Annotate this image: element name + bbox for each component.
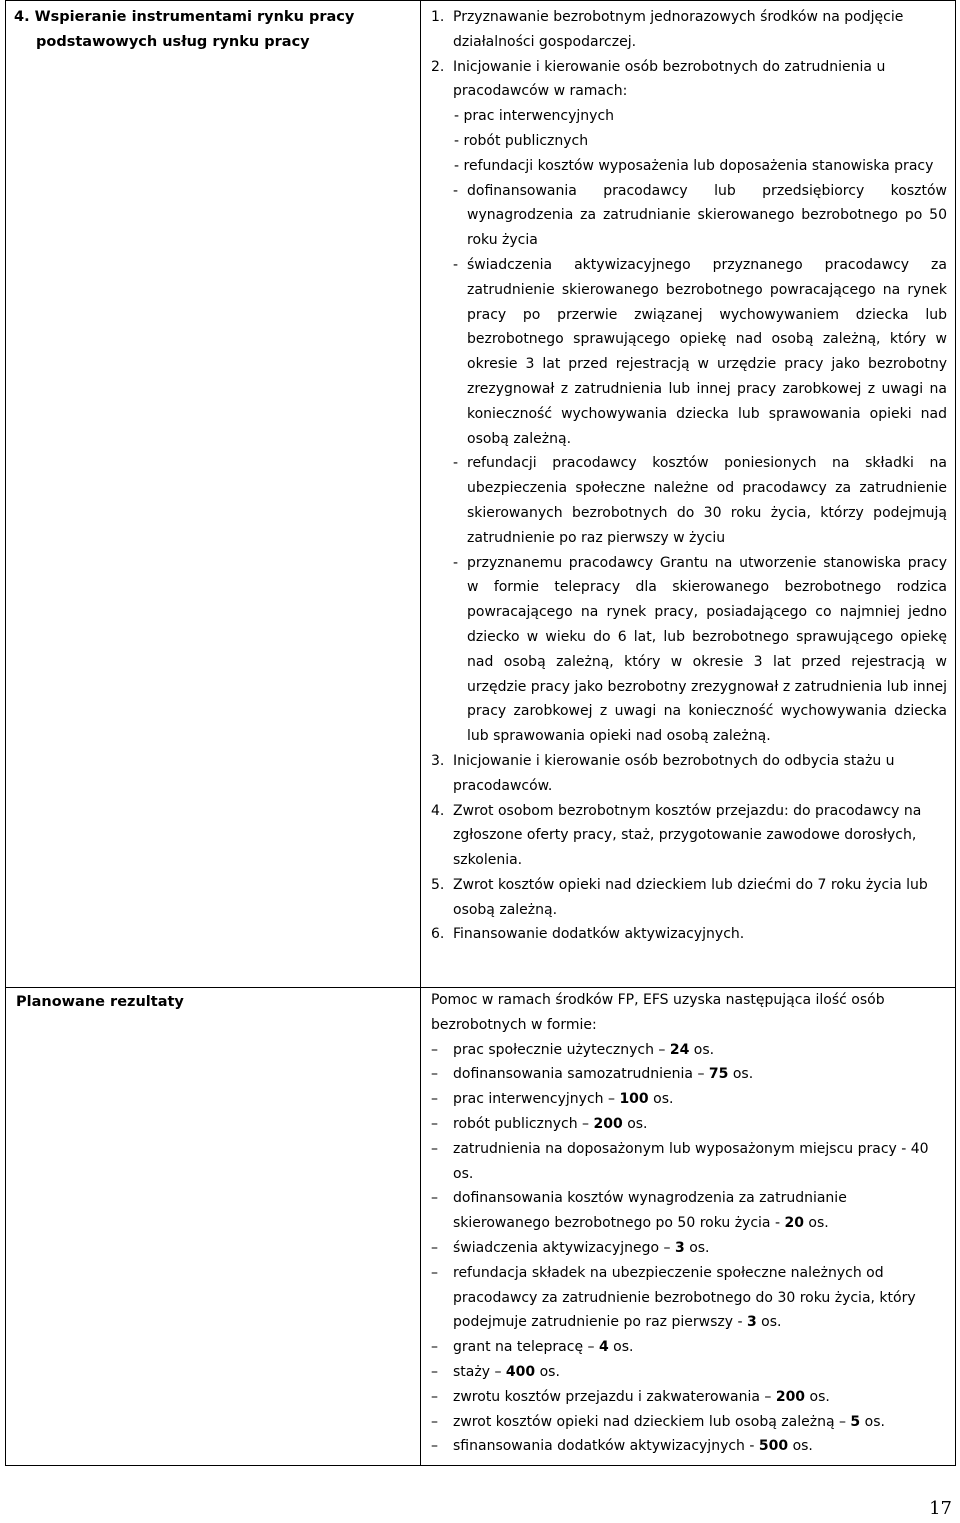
result-item-text: prac interwencyjnych – (453, 1091, 620, 1108)
section-heading-line2: podstawowych usług rynku pracy (36, 34, 310, 50)
item-text: Zwrot osobom bezrobotnym kosztów przejazdu: do pracodawcy na zgłoszone oferty pracy, staż, przygotowanie zawodowe dorosłych, szkolenia. (453, 802, 922, 869)
list-item (431, 5, 947, 55)
result-item (431, 1410, 943, 1435)
dash-marker: – (431, 1190, 438, 1207)
result-item-value: 5 (850, 1413, 861, 1430)
dash-marker: - (453, 554, 459, 571)
result-item-text: staży – (453, 1363, 506, 1380)
page-number: 17 (929, 1498, 952, 1519)
result-item-text: grant na telepracę – (453, 1339, 599, 1356)
result-item-unit: os. (756, 1314, 782, 1331)
dash-item (453, 451, 947, 550)
dash-item-text: refundacji pracodawcy kosztów poniesionych na składki na ubezpieczenia społeczne należne od pracodawcy za zatrudnienie skierowanych bezrobotnych do 30 roku życia, którzy podejmują zatrudnienie po raz pierwszy w życiu (467, 455, 947, 546)
item-number: 2. (431, 58, 445, 75)
dash-marker: – (431, 1363, 438, 1380)
result-item (431, 1087, 943, 1112)
dash-marker: – (431, 1140, 438, 1157)
dash-item (453, 179, 947, 253)
dash-marker: – (431, 1388, 438, 1405)
dash-marker: – (431, 1239, 438, 1256)
result-item-text: prac społecznie użytecznych – (453, 1041, 670, 1058)
result-item-value: 400 (505, 1363, 536, 1380)
result-item-text: zwrot kosztów opieki nad dzieckiem lub osobą zależną – (453, 1413, 851, 1430)
results-label: Planowane rezultaty (16, 994, 184, 1010)
result-item (431, 1038, 943, 1063)
document-table (5, 0, 956, 1466)
result-item-unit: os. (608, 1339, 634, 1356)
item-text: Przyznawanie bezrobotnym jednorazowych środków na podjęcie działalności gospodarczej. (453, 9, 904, 50)
dash-item (453, 253, 947, 451)
result-item-unit: os. (805, 1388, 830, 1405)
result-item-value: 200 (775, 1388, 806, 1405)
item-text: Finansowanie dodatków aktywizacyjnych. (453, 926, 745, 943)
result-item (431, 1360, 943, 1385)
measures-content-cell (421, 1, 956, 988)
result-item-unit: os. (689, 1041, 715, 1058)
result-item-text: sfinansowania dodatków aktywizacyjnych - (453, 1438, 759, 1455)
dash-item-text: dofinansowania pracodawcy lub przedsiębiorcy kosztów wynagrodzenia za zatrudnianie skierowanego bezrobotnego po 50 roku życia (467, 182, 947, 249)
item-text: Inicjowanie i kierowanie osób bezrobotnych do zatrudnienia u pracodawców w ramach: (453, 58, 886, 100)
result-item-value: 3 (746, 1314, 757, 1331)
dash-marker: – (431, 1339, 438, 1356)
item-text: Inicjowanie i kierowanie osób bezrobotnych do odbycia stażu u pracodawców. (453, 752, 895, 794)
sub-item: - refundacji kosztów wyposażenia lub doposażenia stanowiska pracy (454, 157, 934, 174)
result-item-unit: os. (622, 1115, 648, 1132)
result-item (431, 1062, 943, 1087)
dash-marker: – (431, 1438, 438, 1455)
item-number: 3. (431, 752, 445, 769)
result-item-value: 100 (619, 1091, 649, 1108)
dash-marker: – (431, 1264, 438, 1281)
dash-marker: - (453, 182, 459, 199)
dash-item (453, 551, 947, 749)
dash-marker: – (431, 1041, 438, 1058)
list-item (431, 55, 947, 749)
dash-marker: – (431, 1115, 438, 1132)
dash-marker: – (431, 1066, 438, 1083)
list-item (431, 873, 947, 923)
dash-marker: - (453, 455, 459, 472)
result-item-text: zatrudnienia na doposażonym lub wyposażonym miejscu pracy - 40 os. (453, 1140, 929, 1182)
result-item-text: refundacja składek na ubezpieczenie społeczne należnych od pracodawcy za zatrudnienie bezrobotnego do 30 roku życia, który podejmuje zatrudnienie po raz pierwszy - (453, 1264, 916, 1331)
result-item-unit: os. (535, 1363, 560, 1380)
dash-item-text: przyznanemu pracodawcy Grantu na utworzenie stanowiska pracy w formie telepracy dla skierowanego bezrobotnego rodzica powracającego na rynek pracy, posiadającego co najmniej jedno dziecko w wieku do 6 lat, lub bezrobotnego sprawującego opiekę nad osobą zależną, który w okresie 3 lat przed rejestracją w urzędzie pracy jako bezrobotny zrezygnował z zatrudnienia lub innej pracy zarobkowej z uwagi na konieczność wychowywania dziecka lub sprawowania opieki nad osobą zależną. (467, 554, 947, 745)
result-item-value: 4 (598, 1339, 609, 1356)
result-item-unit: os. (860, 1413, 885, 1430)
list-item (431, 749, 947, 799)
results-intro: Pomoc w ramach środków FP, EFS uzyska następująca ilość osób bezrobotnych w formie: (431, 992, 885, 1033)
result-item (431, 1112, 943, 1137)
measures-header-cell (6, 1, 421, 988)
result-item-text: świadczenia aktywizacyjnego – (453, 1239, 675, 1256)
table-row-results (6, 988, 956, 1466)
result-item-unit: os. (788, 1438, 813, 1455)
result-item-value: 75 (708, 1066, 729, 1083)
dash-marker: - (453, 256, 459, 273)
result-item-value: 500 (758, 1438, 789, 1455)
result-item (431, 1236, 943, 1261)
result-item-text: zwrotu kosztów przejazdu i zakwaterowania – (453, 1388, 776, 1405)
list-item (431, 922, 947, 947)
sub-item: - robót publicznych (454, 132, 589, 149)
sub-item: - prac interwencyjnych (454, 108, 615, 125)
result-item (431, 1385, 943, 1410)
result-item (431, 1335, 943, 1360)
result-item-text: dofinansowania kosztów wynagrodzenia za zatrudnianie skierowanego bezrobotnego po 50 roku życia - (453, 1190, 847, 1232)
results-items (431, 1038, 943, 1460)
result-item (431, 1137, 943, 1187)
results-content-cell (421, 988, 956, 1466)
result-item-unit: os. (648, 1091, 674, 1108)
result-item-unit: os. (803, 1215, 829, 1232)
result-item (431, 1186, 943, 1236)
result-item-text: dofinansowania samozatrudnienia – (453, 1066, 709, 1083)
item-number: 1. (431, 9, 445, 25)
result-item-value: 3 (675, 1239, 685, 1256)
result-item-text: robót publicznych – (453, 1115, 594, 1132)
item-number: 5. (431, 876, 445, 893)
result-item (431, 1261, 943, 1335)
result-item (431, 1434, 943, 1459)
result-item-unit: os. (684, 1239, 710, 1256)
dash-item-text: świadczenia aktywizacyjnego przyznanego pracodawcy za zatrudnienie skierowanego bezrobotnego powracającego na rynek pracy po przerwie związanej wychowywaniem dziecka lub bezrobotnego sprawującego opiekę nad osobą zależną, który w okresie 3 lat przed rejestracją w urzędzie pracy jako bezrobotny zrezygnował z zatrudnienia lub innej pracy zarobkowej z uwagi na konieczność wychowywania dziecka lub sprawowania opieki nad osobą zależną. (467, 256, 947, 447)
item-text: Zwrot kosztów opieki nad dzieckiem lub dziećmi do 7 roku życia lub osobą zależną. (453, 876, 928, 918)
result-item-value: 24 (669, 1041, 690, 1058)
item-number: 4. (431, 802, 445, 819)
item-number: 6. (431, 926, 445, 943)
section-heading (6, 1, 420, 55)
dash-marker: – (431, 1091, 438, 1108)
results-header-cell (6, 988, 421, 1466)
section-heading-line1: 4. Wspieranie instrumentami rynku pracy (14, 9, 355, 25)
dash-marker: – (431, 1413, 438, 1430)
result-item-value: 20 (784, 1215, 804, 1232)
result-item-value: 200 (593, 1115, 623, 1132)
table-row-measures (6, 1, 956, 988)
result-item-unit: os. (728, 1066, 754, 1083)
list-item (431, 799, 947, 873)
results-list (421, 988, 955, 1465)
measures-list (421, 1, 955, 947)
